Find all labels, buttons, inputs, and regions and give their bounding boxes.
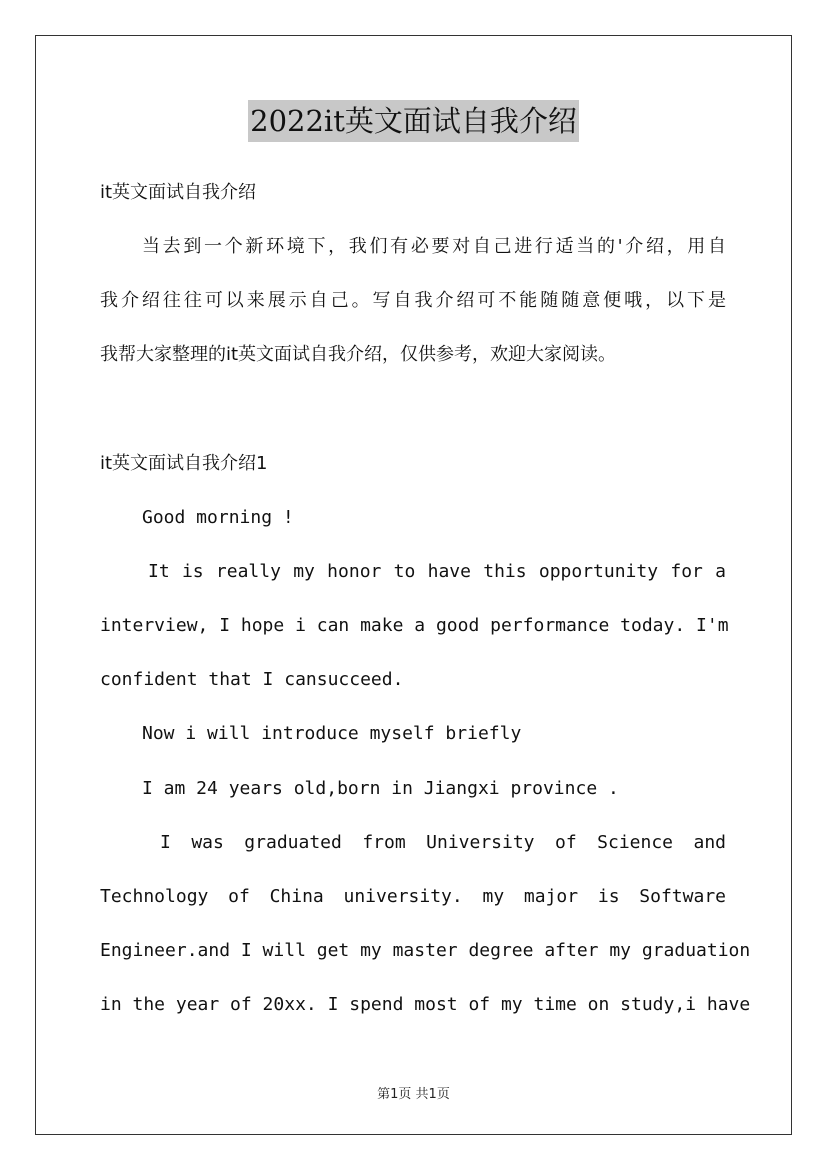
- title-container: [0, 100, 827, 142]
- body-line: interview, I hope i can make a good performance today. I'm: [100, 615, 729, 636]
- body-line: I am 24 years old,born in Jiangxi province .: [142, 778, 619, 799]
- body-line: Now i will introduce myself briefly: [142, 723, 522, 744]
- page-footer: 第1页 共1页: [377, 1087, 450, 1102]
- body-line: confident that I cansucceed.: [100, 669, 404, 690]
- section-heading: it英文面试自我介绍1: [100, 453, 268, 474]
- body-line: I was graduated from University of Science and: [160, 832, 726, 853]
- document-subtitle: it英文面试自我介绍: [100, 182, 257, 203]
- intro-line: 我介绍往往可以来展示自己。写自我介绍可不能随随意便哦，以下是: [100, 290, 726, 311]
- body-line: in the year of 20xx. I spend most of my time on study,i have: [100, 994, 751, 1015]
- intro-line: 我帮大家整理的it英文面试自我介绍，仅供参考，欢迎大家阅读。: [100, 344, 617, 365]
- body-line: It is really my honor to have this opportunity for a: [148, 561, 726, 582]
- body-line: Engineer.and I will get my master degree after my graduation: [100, 940, 751, 961]
- body-line: Technology of China university. my major is Software: [100, 886, 726, 907]
- document-title: 2022it英文面试自我介绍: [248, 100, 579, 142]
- intro-line: 当去到一个新环境下，我们有必要对自己进行适当的'介绍，用自: [142, 236, 726, 257]
- body-line: Good morning !: [142, 507, 294, 528]
